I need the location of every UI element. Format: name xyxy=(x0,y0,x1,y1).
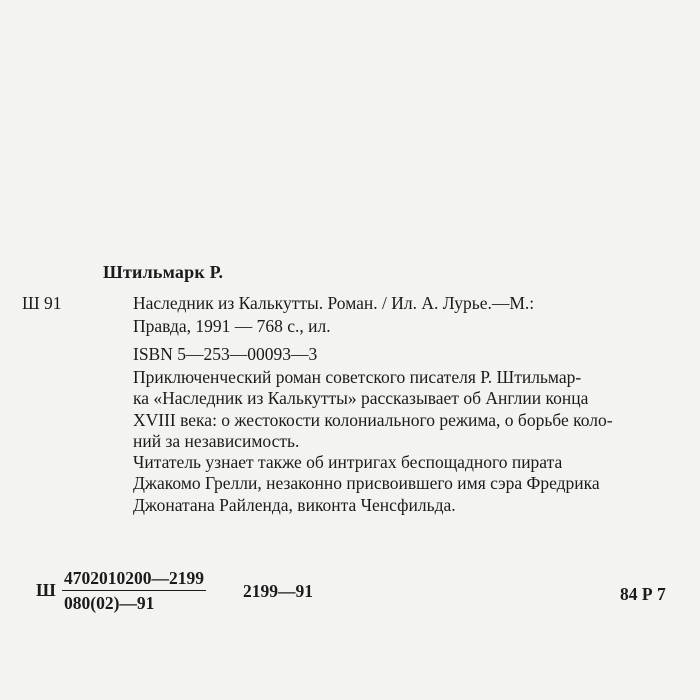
bibliographic-description-line-2: Правда, 1991 — 768 с., ил. xyxy=(133,316,331,336)
index-numerator: 4702010200—2199 xyxy=(62,568,206,591)
annotation-line: Джонатана Райленда, виконта Ченсфильда. xyxy=(133,494,456,515)
annotation-paragraph-1 xyxy=(133,367,700,452)
index-price: 2199—91 xyxy=(243,581,313,601)
annotation-line: Читатель узнает также об интригах беспощадного пирата xyxy=(133,452,563,472)
annotation-line: XVIII века: о жестокости колониального режима, о борьбе коло- xyxy=(133,409,613,430)
bbk-code: 84 Р 7 xyxy=(620,584,666,604)
annotation-line: ний за независимость. xyxy=(133,430,300,451)
index-fraction xyxy=(62,568,206,613)
classification-code: Ш 91 xyxy=(22,293,62,313)
annotation-line: Приключенческий роман советского писателя Р. Штильмар- xyxy=(133,367,582,387)
index-letter: Ш xyxy=(36,580,56,600)
bibliographic-description-line-1: Наследник из Калькутты. Роман. / Ил. А. Лурье.—М.: xyxy=(133,293,535,313)
author-name: Штильмарк Р. xyxy=(103,262,224,282)
annotation-line: Джакомо Грелли, незаконно присвоившего имя сэра Фредрика xyxy=(133,473,600,494)
annotation-paragraph-2 xyxy=(133,452,700,516)
index-denominator: 080(02)—91 xyxy=(64,593,155,613)
annotation-line: ка «Наследник из Калькутты» рассказывает об Англии конца xyxy=(133,388,589,409)
isbn-number: ISBN 5—253—00093—3 xyxy=(133,344,318,364)
